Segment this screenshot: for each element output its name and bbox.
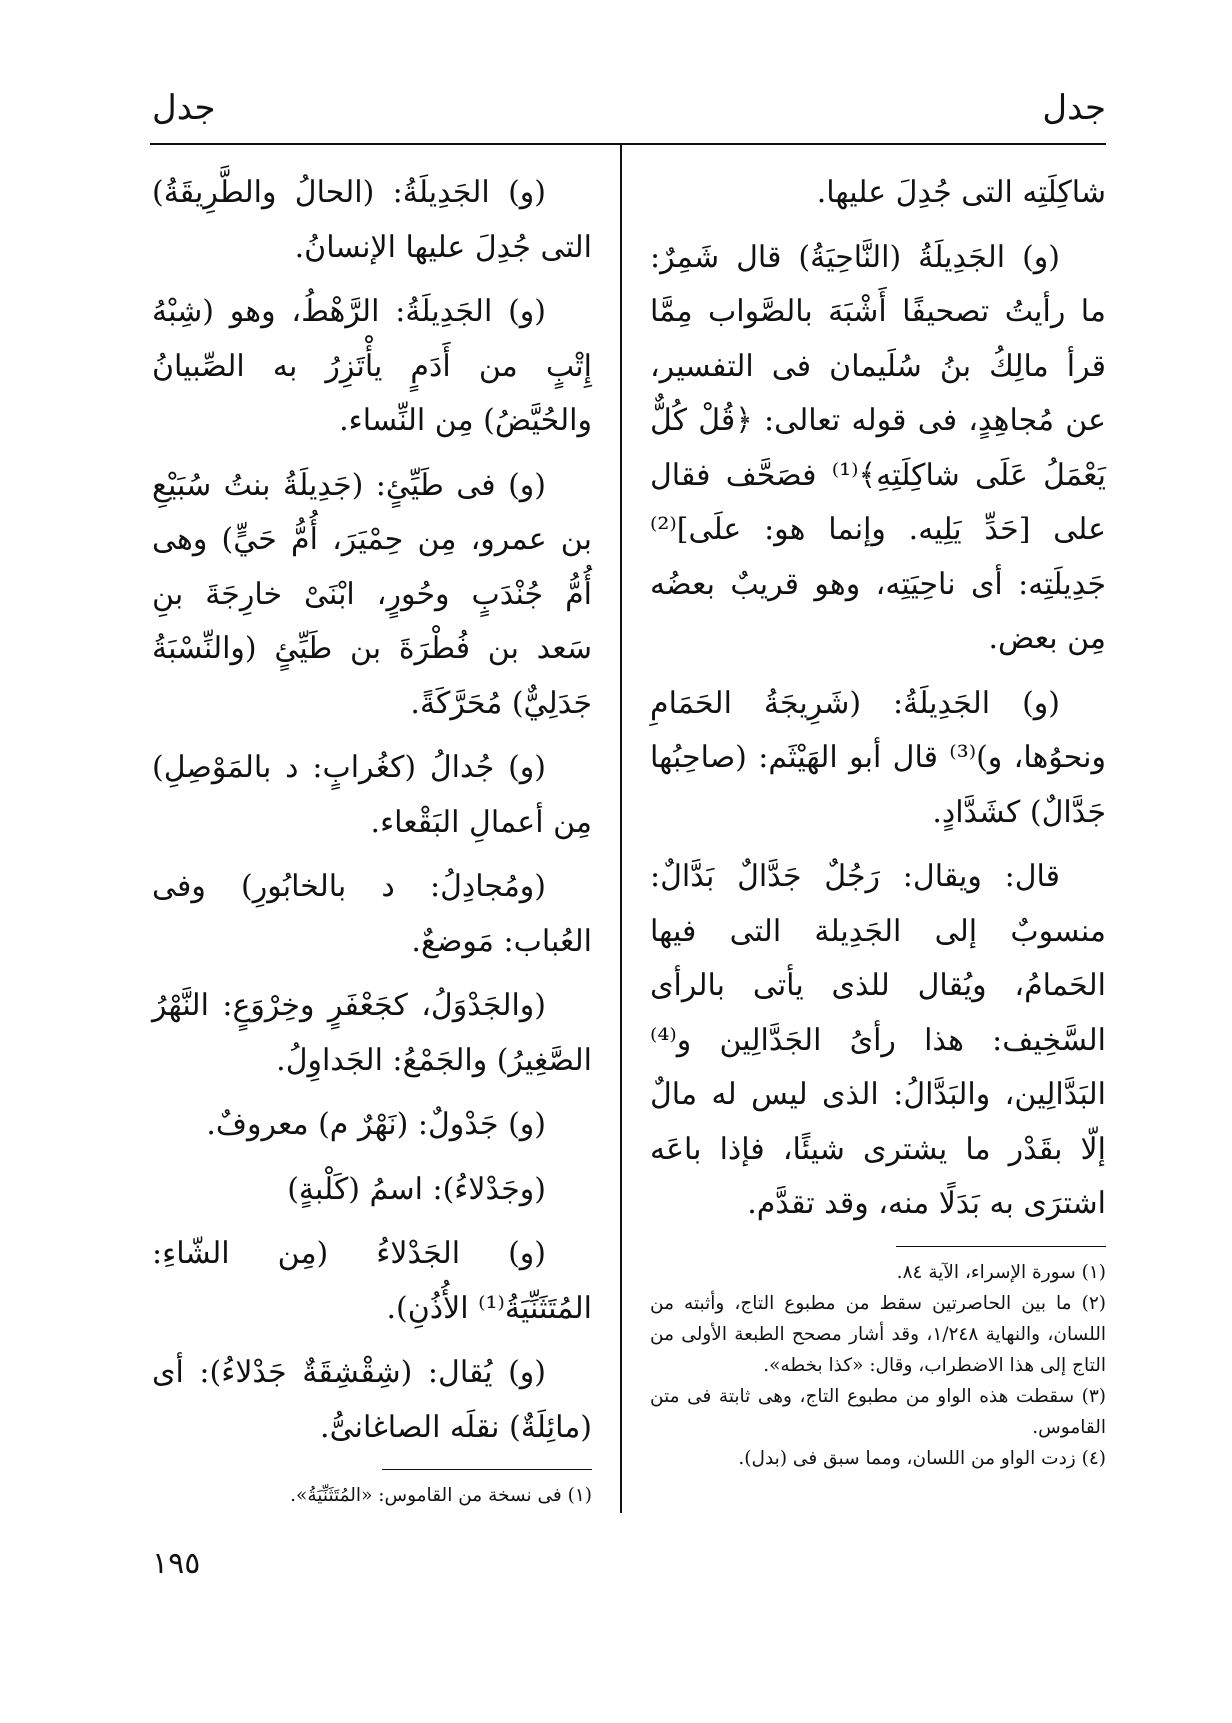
- right-footnote-1: (١) سورة الإسراء، الآية ٨٤.: [896, 1261, 1106, 1283]
- right-paragraph-3: (و) الجَدِيلَةُ: (شَرِيجَةُ الحَمَامِ ونحوُها، و)⁽³⁾ قال أبو الهَيْثَم: (صاحِبُها جَدَّالٌ) كشَدَّادٍ.: [650, 685, 1106, 830]
- left-paragraph-6: (والجَدْوَلُ، كجَعْفَرٍ وخِرْوَعٍ: النَّهْرُ الصَّغِيرُ) والجَمْعُ: الجَداوِلُ.: [152, 988, 592, 1078]
- left-footnote-rule: [382, 1469, 592, 1470]
- left-footnote-1: (١) فى نسخة من القاموس: «المُتَثَنِّيَةُ».: [290, 1485, 592, 1506]
- right-footnote-3: (٣) سقطت هذه الواو من مطبوع التاج، وهى ثابتة فى متن القاموس.: [650, 1385, 1106, 1438]
- page-number: ١٩٥: [152, 1546, 201, 1581]
- running-header-right: جدل: [1042, 88, 1106, 128]
- column-divider: [620, 143, 622, 1513]
- left-paragraph-5: (ومُجادِلُ: د بالخابُورِ) وفى العُباب: مَوضعٌ.: [152, 869, 592, 959]
- left-paragraph-1: (و) الجَدِيلَةُ: (الحالُ والطَّرِيقَةُ) التى جُدِلَ عليها الإنسانُ.: [152, 175, 592, 265]
- right-paragraph-2: (و) الجَدِيلَةُ (النَّاحِيَةُ) قال شَمِرٌ: ما رأيتُ تصحيفًا أَشْبَهَ بالصَّواب مِمَّا قرأ مالِكُ بنُ سُلَيمان فى التفسير، عن مُجاهِدٍ، فى قوله تعالى: ﴿قُلْ كُلٌّ يَعْمَلُ عَلَى شاكِلَتِهِ﴾⁽¹⁾ فصَحَّف فقال على [حَدِّ يَلِيه. وإنما هو: علَى]⁽²⁾ جَدِيلَتِه: أى ناحِيَتِه، وهو قريبٌ بعضُه مِن بعض.: [650, 239, 1107, 656]
- left-paragraph-10: (و) يُقال: (شِقْشِقَةٌ جَدْلاءُ): أى (مائِلَةٌ) نقلَه الصاغانىُّ.: [152, 1355, 592, 1445]
- right-paragraph-1: شاكِلَتِه التى جُدِلَ عليها.: [816, 175, 1106, 210]
- right-column: [650, 166, 1106, 1474]
- right-footnote-4: (٤) زدت الواو من اللسان، ومما سبق فى (بدل).: [738, 1447, 1106, 1469]
- right-footnote-2: (٢) ما بين الحاصرتين سقط من مطبوع التاج، وأثبته من اللسان، والنهاية ١/٢٤٨، وقد أشار مصحح الطبعة الأولى من التاج إلى هذا الاضطراب، وقال: «كذا بخطه».: [650, 1292, 1107, 1376]
- left-paragraph-4: (و) جُدالُ (كغُرابٍ: د بالمَوْصِلِ) مِن أعمالِ البَقْعاء.: [152, 750, 592, 840]
- left-paragraph-9: (و) الجَدْلاءُ (مِن الشّاءِ: المُتَثَنِّيَةُ⁽¹⁾ الأُذُنِ).: [152, 1236, 592, 1326]
- running-header-left: جدل: [152, 88, 216, 128]
- right-paragraph-4: قال: ويقال: رَجُلٌ جَدَّالٌ بَدَّالٌ: منسوبٌ إلى الجَدِيلة التى فيها الحَمامُ، ويُقال للذى يأتى بالرأى السَّخِيف: هذا رأىُ الجَدَّالِين و⁽⁴⁾ البَدَّالِين، والبَدَّالُ: الذى ليس له مالٌ إلّا بقَدْر ما يشترى شيئًا، فإذا باعَه اشترَى به بَدَلًا منه، وقد تقدَّم.: [650, 859, 1106, 1221]
- left-paragraph-8: (وجَدْلاءُ): اسمُ (كَلْبةٍ): [287, 1171, 546, 1207]
- left-column: [152, 166, 592, 1511]
- right-footnote-rule: [896, 1246, 1106, 1247]
- left-paragraph-7: (و) جَدْولٌ: (نَهْرٌ م) معروفٌ.: [206, 1107, 546, 1142]
- left-paragraph-2: (و) الجَدِيلَةُ: الرَّهْطُ، وهو (شِبْهُ إِتْبٍ من أَدَمٍ يأْتَزِرُ به الصِّبيانُ والحُيَّضُ) مِن النِّساء.: [152, 294, 592, 438]
- left-paragraph-3: (و) فى طَيِّئٍ: (جَدِيلَةُ بنتُ سُبَيْعِ بن عمرو، مِن حِمْيَرَ، أُمُّ حَيٍّ) وهى أُمُّ جُنْدَبٍ وحُورٍ، ابْنَىْ خارِجَةَ بنِ سَعد بن فُطْرَةَ بن طَيِّئٍ (والنِّسْبَةُ جَدَلِيٌّ) مُحَرَّكَةً.: [152, 467, 592, 721]
- header-rule: [150, 143, 1106, 145]
